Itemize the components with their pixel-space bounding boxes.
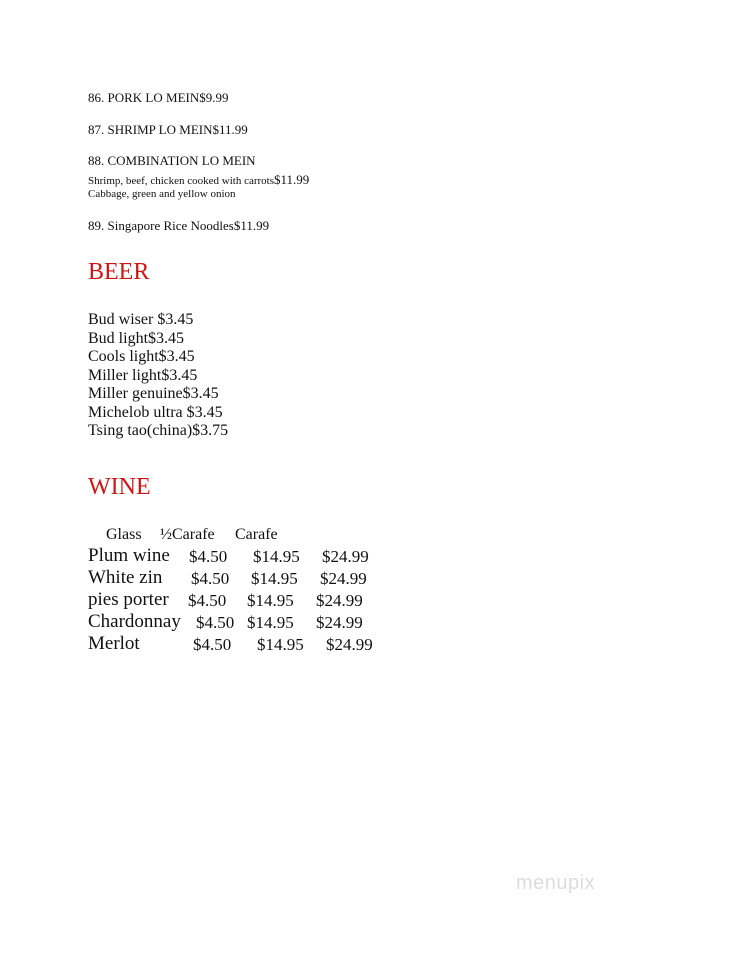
menu-item-86 [88, 90, 228, 106]
wine-column-header-glass: Glass [106, 526, 142, 543]
wine-column-header-carafe: Carafe [235, 526, 278, 543]
wine-row-half: $14.95 [257, 635, 304, 654]
wine-row-carafe: $24.99 [316, 591, 363, 610]
menu-item-89 [88, 218, 269, 234]
menu-item-87 [88, 122, 248, 138]
item-name: 86. PORK LO MEIN [88, 90, 200, 105]
item-description: Shrimp, beef, chicken cooked with carrots [88, 175, 275, 187]
wine-row-glass: $4.50 [189, 547, 228, 566]
wine-column-header-half-carafe: ½Carafe [160, 526, 215, 543]
item-price: $11.99 [212, 122, 248, 137]
item-name: 89. Singapore Rice Noodles [88, 218, 234, 233]
beer-item: Miller light$3.45 [88, 366, 198, 384]
beer-heading: BEER [88, 259, 150, 285]
beer-item: Miller genuine$3.45 [88, 385, 219, 402]
wine-row-name: Merlot [88, 633, 140, 654]
item-price: $9.99 [199, 90, 229, 105]
wine-row-glass: $4.50 [196, 613, 235, 632]
wine-row-glass: $4.50 [193, 635, 232, 654]
beer-list [88, 311, 228, 441]
wine-row-carafe: $24.99 [326, 635, 373, 654]
menupix-watermark: menupix [516, 872, 596, 894]
wine-row-carafe: $24.99 [316, 613, 363, 632]
wine-row-name: White zin [88, 567, 163, 588]
wine-row-glass: $4.50 [191, 569, 230, 588]
menu-item-88-desc2: Cabbage, green and yellow onion [88, 188, 236, 200]
beer-item: Bud light$3.45 [88, 329, 185, 347]
menu-item-88-desc [88, 171, 309, 189]
wine-row-name: pies porter [88, 589, 169, 610]
wine-row-name: Chardonnay [88, 611, 181, 632]
item-price: $11.99 [233, 218, 270, 233]
wine-row-half: $14.95 [253, 547, 300, 566]
item-price: $11.99 [274, 172, 310, 187]
wine-row-half: $14.95 [247, 613, 294, 632]
item-name: 88. COMBINATION LO MEIN [88, 153, 256, 168]
beer-item: Tsing tao(china)$3.75 [88, 422, 229, 439]
beer-item: Cools light$3.45 [88, 348, 195, 365]
wine-row-name: Plum wine [88, 545, 170, 566]
wine-row-carafe: $24.99 [322, 547, 369, 566]
wine-row-carafe: $24.99 [320, 569, 367, 588]
wine-row-glass: $4.50 [188, 591, 227, 610]
beer-item: Michelob ultra $3.45 [88, 403, 223, 421]
wine-heading: WINE [88, 474, 151, 500]
wine-row-half: $14.95 [251, 569, 298, 588]
beer-item: Bud wiser $3.45 [88, 311, 194, 328]
menu-item-88 [88, 153, 256, 169]
item-name: 87. SHRIMP LO MEIN [88, 122, 213, 137]
wine-row-half: $14.95 [247, 591, 294, 610]
